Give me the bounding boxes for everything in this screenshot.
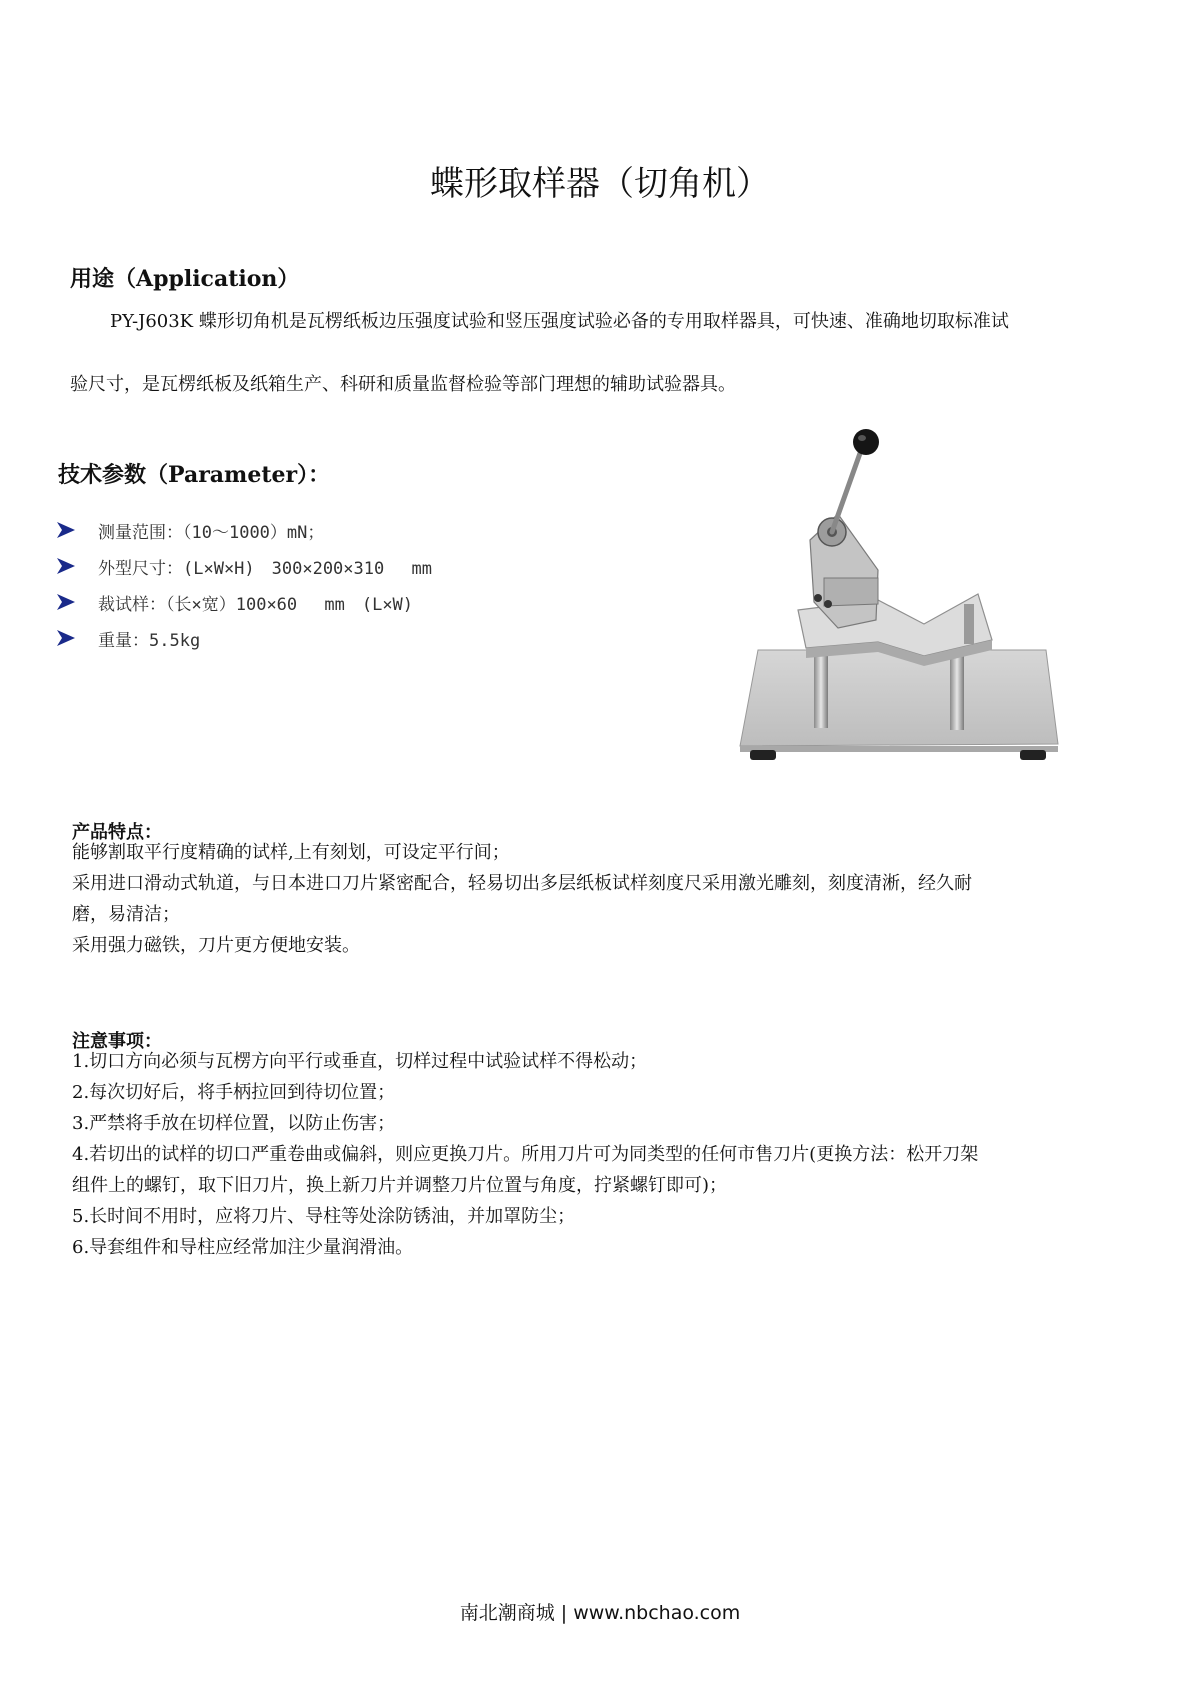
parameter-text: 外型尺寸：(L×W×H) 300×200×310 mm	[98, 558, 432, 579]
parameter-list	[56, 512, 432, 656]
arrow-bullet-icon	[56, 593, 76, 611]
arrow-bullet-icon	[56, 629, 76, 647]
parameter-text: 裁试样：（长×宽）100×60 mm (L×W)	[98, 594, 414, 615]
note-line: 6.导套组件和导柱应经常加注少量润滑油。	[72, 1237, 414, 1258]
notes-heading: 注意事项：	[72, 1031, 162, 1052]
note-line: 3.严禁将手放在切样位置，以防止伤害；	[72, 1113, 396, 1134]
parameter-text: 重量：5.5kg	[98, 630, 201, 651]
feature-line: 采用强力磁铁，刀片更方便地安装。	[72, 935, 360, 956]
note-line: 4.若切出的试样的切口严重卷曲或偏斜，则应更换刀片。所用刀片可为同类型的任何市售刀片(更换方法：松开刀架	[72, 1144, 979, 1165]
feature-line: 磨，易清洁；	[72, 904, 180, 925]
features-list	[72, 837, 972, 961]
arrow-bullet-icon	[56, 521, 76, 539]
feature-line: 采用进口滑动式轨道，与日本进口刀片紧密配合，轻易切出多层纸板试样刻度尺采用激光雕刻，刻度清淅，经久耐	[72, 873, 972, 894]
note-line: 组件上的螺钉，取下旧刀片，换上新刀片并调整刀片位置与角度，拧紧螺钉即可)；	[72, 1175, 728, 1196]
application-line-2: 验尺寸，是瓦楞纸板及纸箱生产、科研和质量监督检验等部门理想的辅助试验器具。	[70, 374, 736, 395]
arrow-bullet-icon	[56, 557, 76, 575]
parameter-heading: 技术参数（Parameter）：	[58, 462, 331, 488]
parameter-item	[56, 584, 432, 620]
product-photo-corner-cutter	[728, 428, 1098, 768]
parameter-text: 测量范围：（10～1000）mN；	[98, 522, 325, 543]
parameter-item	[56, 620, 432, 656]
parameter-item	[56, 512, 432, 548]
note-line: 1.切口方向必须与瓦楞方向平行或垂直，切样过程中试验试样不得松动；	[72, 1051, 648, 1072]
page-title: 蝶形取样器（切角机）	[430, 164, 770, 204]
note-line: 5.长时间不用时，应将刀片、导柱等处涂防锈油，并加罩防尘；	[72, 1206, 576, 1227]
features-heading: 产品特点：	[72, 822, 162, 843]
application-line-1: PY-J603K 蝶形切角机是瓦楞纸板边压强度试验和竖压强度试验必备的专用取样器具，可快速、准确地切取标准试	[110, 311, 1009, 332]
note-line: 2.每次切好后，将手柄拉回到待切位置；	[72, 1082, 396, 1103]
notes-list	[72, 1046, 978, 1263]
application-heading: 用途（Application）	[70, 266, 300, 292]
parameter-item	[56, 548, 432, 584]
feature-line: 能够割取平行度精确的试样,上有刻划，可设定平行间；	[72, 842, 510, 863]
footer-site-link[interactable]: 南北潮商城 | www.nbchao.com	[459, 1602, 741, 1624]
